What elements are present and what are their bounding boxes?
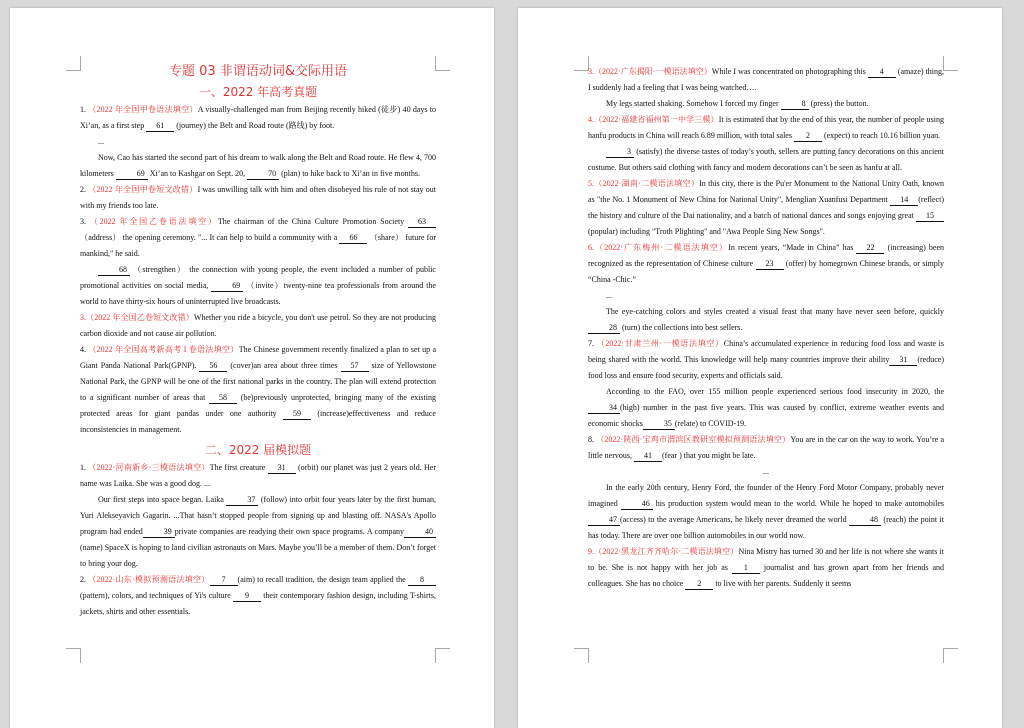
ellipsis-line: ...: [606, 291, 612, 300]
answer-blank: 46: [621, 498, 653, 510]
text-run: (fear ) that you might be late.: [662, 451, 756, 460]
question-paragraph: [588, 144, 944, 176]
question-paragraph: [588, 336, 944, 384]
answer-blank: 1: [732, 562, 760, 574]
text-run: A visually-challenged man from Beijing recently hiked (徒步) 40 days to Xi’an, as a first step: [80, 105, 437, 130]
answer-blank: 23: [756, 258, 784, 270]
text-run: (increasing) been recognized as the representation of Chinese culture: [588, 243, 945, 268]
text-run: (cover)an area about three times: [227, 361, 341, 370]
answer-blank: 22: [856, 242, 884, 254]
text-run: Now, Cao has started the second part of his dream to walk along the Belt and Road route. He flew 4, 700 kilometers: [80, 153, 436, 178]
page-body: [80, 62, 436, 620]
text-run: size of Yellowstone National Park, the GPNP will be one of the first national parks in the country. The plan will extend protection to a significant number of areas that: [80, 361, 436, 402]
text-run: (pattern), colors, and techniques of Yi's culture: [80, 591, 233, 600]
text-run: You are in the car on the way to work. You’re a little nervous,: [588, 435, 945, 460]
question-source: （2022·河南新乡·三模语法填空）: [88, 463, 210, 472]
question-source: 6.（2022·广东梅州·二模语法填空）: [588, 243, 729, 252]
question-source: （2022 年全国高考新高考 I 卷语法填空）: [88, 345, 239, 354]
text-run: According to the FAO, over 155 million people experienced serious food insecurity in 2020, the: [606, 387, 944, 396]
answer-blank: 41: [634, 450, 662, 462]
text-run: (be)previously unprotected, bringing many of the existing protected areas for giant pandas under one authority: [80, 393, 436, 418]
text-run: In the early 20th century, Henry Ford, the founder of the Henry Ford Motor Company, probably never imagined: [588, 483, 944, 508]
text-run: (offer) by homegrown Chinese brands, or simply “China -Chic.”: [588, 259, 944, 284]
answer-blank: 8: [408, 574, 436, 586]
question-paragraph: [588, 64, 944, 96]
text-run: （address） the opening ceremony. "... It can help to build a community with a: [80, 233, 340, 242]
text-run: （share） future for mankind," he said.: [80, 233, 436, 258]
text-run: 4.: [80, 345, 86, 354]
answer-blank: 59: [283, 408, 311, 420]
text-run: 7.: [588, 339, 594, 348]
text-run: Whether you ride a bicycle, you don't use petrol. So they are not producing carbon dioxide and not cause air pollution.: [80, 313, 437, 338]
text-run: Xi’an to Kashgar on Sept. 20,: [147, 169, 248, 178]
question-source: （2022 年全国甲卷语法填空）: [88, 105, 198, 114]
text-run: 1.: [80, 105, 86, 114]
question-paragraph: [588, 384, 944, 432]
question-paragraph: [80, 492, 436, 572]
question-source: 3.（2022·广东揭阳·一模语法填空）: [588, 67, 712, 76]
text-run: (high) number in the past five years. This was caused by conflict, extreme weather events and economic shocks: [588, 403, 944, 428]
text-run: (name) SpaceX is hoping to land civilian astronauts on Mars. Maybe you’ll be a member of them. Don’t forget to bring your dog.: [80, 543, 436, 568]
answer-blank: 56: [199, 360, 227, 372]
text-run: (reach) the point it has today. There are over one billion automobiles in our world now.: [588, 515, 945, 540]
answer-blank: 2: [685, 578, 713, 590]
answer-blank: 7: [210, 574, 238, 586]
answer-blank: 8: [781, 98, 809, 110]
text-run: （strengthen） the connection with young people, the event included a number of public promotional activities on social media,: [80, 265, 436, 290]
answer-blank: 3: [606, 146, 634, 158]
answer-blank: 37: [226, 494, 258, 506]
section-heading: 一、2022 年高考真题: [198, 85, 318, 99]
question-paragraph: [80, 262, 436, 310]
text-run: （invite）twenty-nine tea professionals from around the world to have thirty-six hours of uninterrupted live broadcasts.: [80, 281, 436, 306]
margin-corner-mark: [574, 56, 589, 71]
answer-blank: 28: [588, 322, 620, 334]
ellipsis-line: ...: [763, 467, 769, 476]
question-paragraph: [588, 432, 944, 464]
text-run: his production system would mean to the world. While he hoped to make automobiles: [652, 499, 944, 508]
margin-corner-mark: [943, 56, 958, 71]
text-run: The eye-catching colors and styles created a visual feast that many have never seen before, quickly: [606, 307, 944, 316]
text-run: The first creature: [209, 463, 268, 472]
margin-corner-mark: [435, 56, 450, 71]
text-run: (reduce) food loss and ensure food security, experts and officials said.: [588, 355, 944, 380]
text-run: (journey) the Belt and Road route (路线) by foot.: [174, 121, 335, 130]
text-run: Our first steps into space began. Laika: [98, 495, 227, 504]
question-source: （2022 年全国乙卷语法填空）: [89, 217, 218, 226]
answer-blank: 66: [339, 232, 367, 244]
text-run: The Chinese government recently finalized a plan to set up a Giant Panda National Park(GPNP).: [80, 345, 437, 370]
answer-blank: 9: [233, 590, 261, 602]
question-paragraph: [588, 544, 944, 592]
margin-corner-mark: [66, 56, 81, 71]
question-paragraph: [80, 214, 436, 262]
text-run: I was unwilling talk with him and often disobeyed his rule of not stay out with my friends too late.: [80, 185, 437, 210]
text-run: their contemporary fashion design, including T-shirts, jackets, shirts and other essentials.: [80, 591, 436, 616]
question-paragraph: [80, 572, 436, 620]
question-source: 9.（2022·黑龙江齐齐哈尔·二模语法填空）: [588, 547, 739, 556]
text-run: (expect) to reach 10.16 billion yuan.: [821, 131, 941, 140]
text-run: (popular) including "Troth Plighting" and "Awa People Sing New Songs".: [588, 227, 825, 236]
text-run: Nina Mistry has turned 30 and her life is not where she wants it to be. She is not happy with her job as: [588, 547, 944, 572]
answer-blank: 31: [268, 462, 296, 474]
question-paragraph: [588, 240, 944, 288]
text-run: In recent years, “Made in China” has: [728, 243, 857, 252]
question-paragraph: [588, 304, 944, 336]
margin-corner-mark: [435, 648, 450, 663]
question-source: （2022 年全国甲卷短文改错）: [88, 185, 198, 194]
answer-blank: 70: [247, 168, 279, 180]
question-source: （2022·陕西·宝鸡市渭滨区教研室模拟预测语法填空）: [596, 435, 791, 444]
question-source: （2022·甘肃兰州·一模语法填空）: [596, 339, 724, 348]
margin-corner-mark: [574, 648, 589, 663]
page-title: 专题 03 非谓语动词&交际用语: [169, 64, 347, 79]
text-run: The chairman of the China Culture Promotion Society: [217, 217, 409, 226]
answer-blank: 40: [404, 526, 436, 538]
page-body: [588, 64, 944, 592]
margin-corner-mark: [943, 648, 958, 663]
text-run: (aim) to recall tradition, the design team applied the: [237, 575, 408, 584]
answer-blank: 69: [116, 168, 148, 180]
question-paragraph: [80, 460, 436, 492]
question-paragraph: [588, 480, 944, 544]
document-page-left: [10, 8, 494, 728]
question-paragraph: [588, 176, 944, 240]
text-run: (orbit) our planet was just 2 years old. Her name was Laika. She was a good dog. ...: [80, 463, 437, 488]
document-page-right: [518, 8, 1002, 728]
text-run: (amaze) thing, I suddenly had a feeling that I was being watched….: [588, 67, 945, 92]
question-source: 3.（2022 年全国乙卷短文改错）: [80, 313, 194, 322]
text-run: China’s accumulated experience in reducing food loss and waste is being shared with the world. This knowledge will help many countries improve their ability: [588, 339, 945, 364]
answer-blank: 58: [209, 392, 237, 404]
text-run: (plan) to hike back to Xi’an in five months.: [279, 169, 420, 178]
text-run: private companies are readying their own space programs. A company: [174, 527, 404, 536]
question-paragraph: [588, 112, 944, 144]
text-run: (increase)effectiveness and reduce inconsistencies in management.: [80, 409, 436, 434]
question-paragraph: [80, 182, 436, 214]
answer-blank: 69: [211, 280, 243, 292]
text-run: (relate) to COVID-19.: [674, 419, 747, 428]
answer-blank: 57: [341, 360, 369, 372]
text-run: 2.: [80, 185, 86, 194]
answer-blank: 2: [794, 130, 822, 142]
text-run: (turn) the collections into best sellers.: [620, 323, 743, 332]
ellipsis-line: ...: [98, 137, 104, 146]
text-run: It is estimated that by the end of this year, the number of people using hanfu products in China will reach 6.89 million, with total sales: [588, 115, 944, 140]
question-source: 5.（2022·湖南·二模语法填空）: [588, 179, 700, 188]
answer-blank: 68: [98, 264, 130, 276]
text-run: (press) the button.: [808, 99, 869, 108]
text-run: (access) to the average Americans, he likely never dreamed the world: [620, 515, 849, 524]
text-run: 1.: [80, 463, 86, 472]
question-source: 4.（2022·福建省福州第一中学三模）: [588, 115, 719, 124]
answer-blank: 61: [146, 120, 174, 132]
answer-blank: 48: [849, 514, 881, 526]
text-run: 3.: [80, 217, 86, 226]
text-run: 8.: [588, 435, 594, 444]
text-run: My legs started shaking. Somehow I forced my finger: [606, 99, 781, 108]
margin-corner-mark: [66, 648, 81, 663]
question-source: （2022·山东·模拟预测语法填空）: [88, 575, 210, 584]
text-run: to live with her parents. Suddenly it seems: [713, 579, 852, 588]
answer-blank: 4: [868, 66, 896, 78]
text-run: journalist and has grown apart from her friends and colleagues. She has no choice: [588, 563, 944, 588]
text-run: 2.: [80, 575, 86, 584]
text-run: (satisfy) the diverse tastes of today’s youth, sellers are putting fancy decorations on this ancient costume. But others said clothing with fancy and modern decorations can’t be seen as hanfu at all.: [588, 147, 944, 172]
answer-blank: 31: [889, 354, 917, 366]
section-heading: 二、2022 届模拟题: [204, 443, 312, 457]
question-paragraph: [588, 96, 944, 112]
text-run: (follow) into orbit four years later by the first human, Yuri Alekseyavich Gagarin. ...That hasn’t stopped people from signing up and blasting off. NASA's Apollo program had ended: [80, 495, 436, 536]
answer-blank: 35: [643, 418, 675, 430]
answer-blank: 39: [143, 526, 175, 538]
answer-blank: 15: [916, 210, 944, 222]
text-run: In this city, there is the Pu'er Monument to the National Unity Oath, known as "the No. 1 Monument of New China for National Unity", Menglian Xuanfusi Department: [588, 179, 944, 204]
answer-blank: 14: [890, 194, 918, 206]
answer-blank: 63: [408, 216, 436, 228]
text-run: While I was concentrated on photographing this: [711, 67, 868, 76]
question-paragraph: [80, 102, 436, 134]
question-paragraph: [80, 310, 436, 342]
answer-blank: 47: [588, 514, 620, 526]
question-paragraph: [80, 342, 436, 438]
answer-blank: 34: [588, 402, 620, 414]
question-paragraph: [80, 150, 436, 182]
text-run: (reflect) the history and culture of the Dai nationality, and a batch of national dances and songs enjoying great: [588, 195, 944, 220]
